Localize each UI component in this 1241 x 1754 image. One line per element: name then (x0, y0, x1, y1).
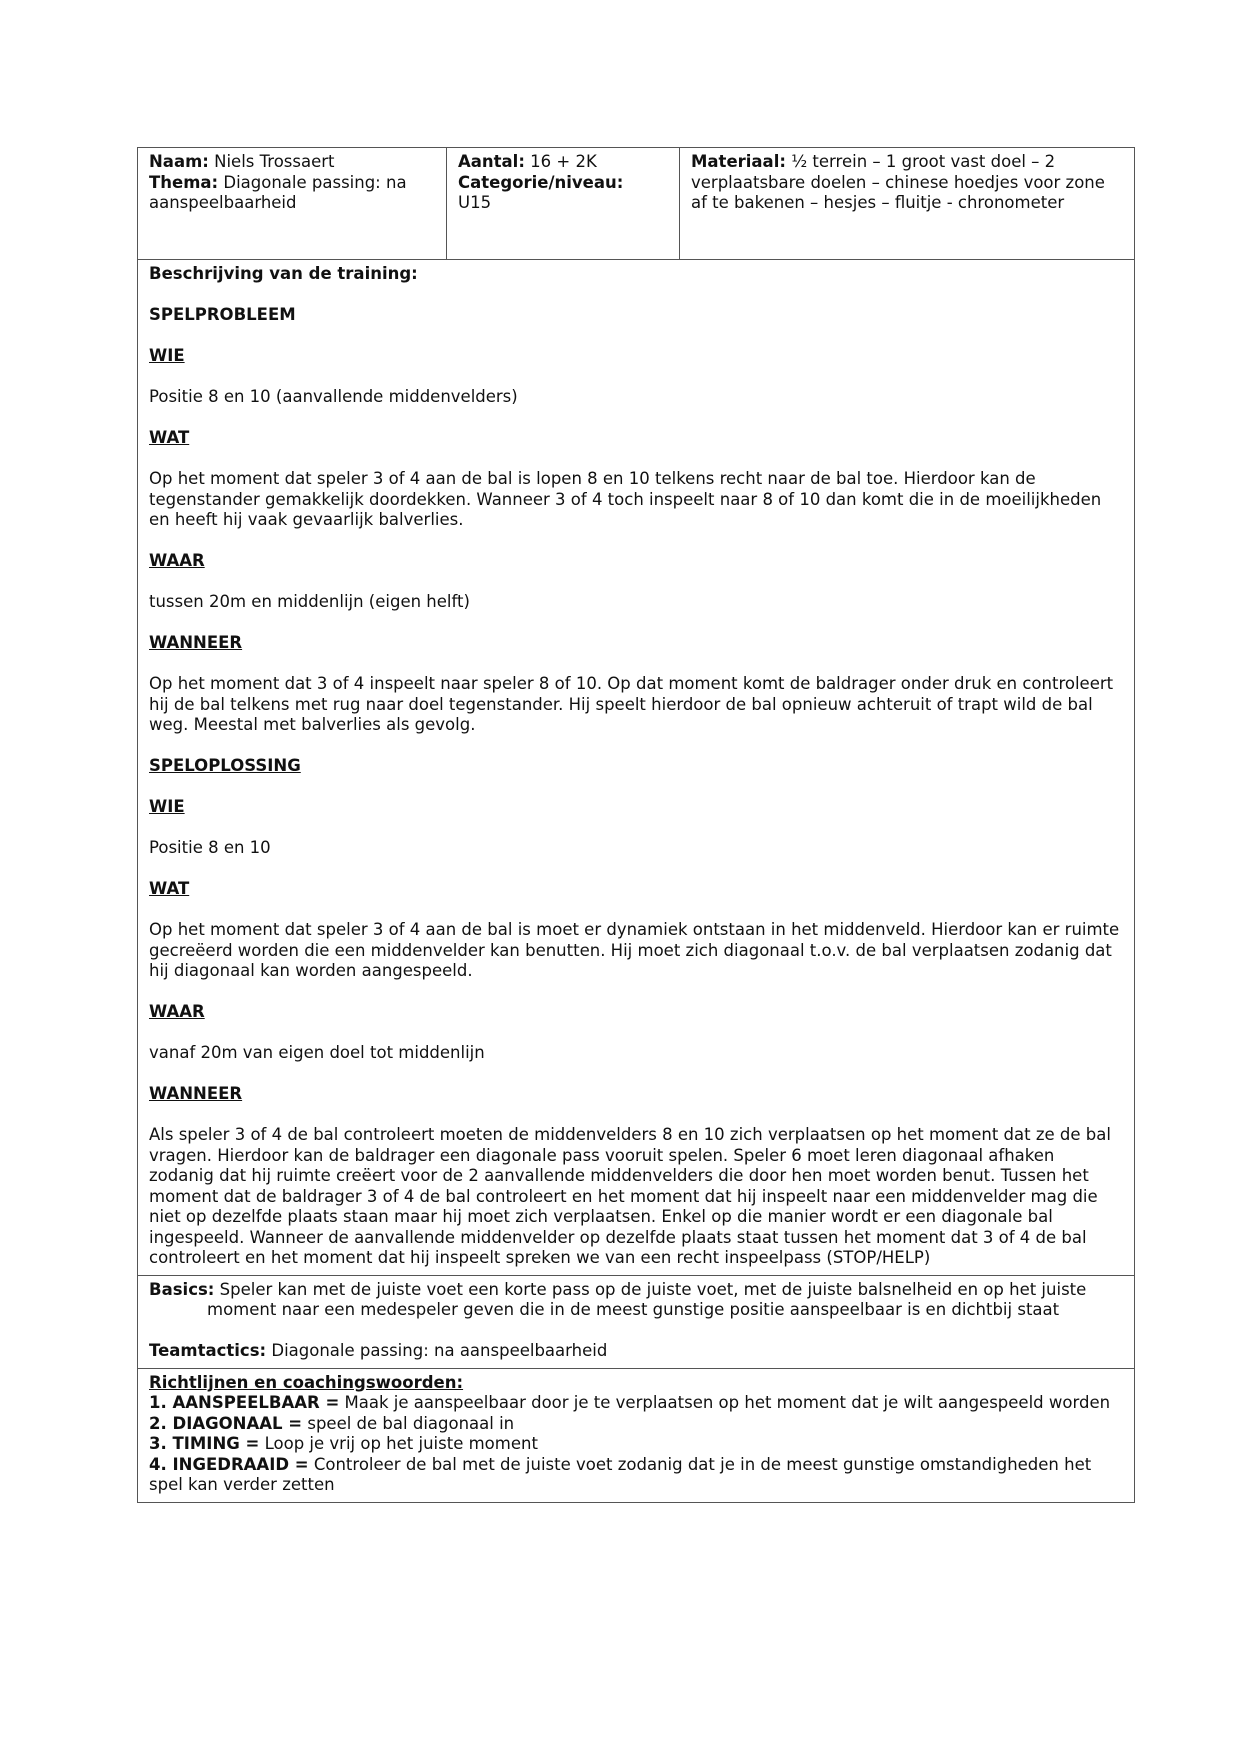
naam-label: Naam: (149, 152, 209, 171)
basics-line (149, 1280, 1123, 1321)
training-table (137, 147, 1135, 1503)
thema-value: Diagonale passing: na aanspeelbaarheid (149, 172, 407, 212)
description-title: Beschrijving van de training: (149, 264, 418, 283)
description-row (138, 260, 1135, 1276)
aantal-value: 16 + 2K (524, 152, 597, 171)
coaching-title: Richtlijnen en coachingswoorden: (149, 1372, 464, 1392)
aantal-categorie-cell (447, 148, 680, 260)
basics-label: Basics: (149, 1279, 215, 1299)
speloplossing-waar-label: WAAR (149, 1002, 205, 1021)
coaching-row (138, 1368, 1135, 1502)
spelprobleem-wat-text: Op het moment dat speler 3 of 4 aan de bal is lopen 8 en 10 telkens recht naar de bal toe. Hierdoor kan de tegenstander gemakkelijk doordekken. Wanneer 3 of 4 toch inspeelt naar 8 of 10 dan komt die in de moeilijkheden en heeft hij vaak gevaarlijk balverlies. (149, 469, 1102, 529)
speloplossing-wie-text: Positie 8 en 10 (149, 838, 271, 857)
spelprobleem-waar-text: tussen 20m en middenlijn (eigen helft) (149, 592, 470, 611)
teamtactics-text: Diagonale passing: na aanspeelbaarheid (266, 1341, 608, 1360)
spelprobleem-wanneer-label: WANNEER (149, 633, 243, 652)
aantal-label: Aantal: (458, 152, 525, 171)
coaching-item-label: 3. TIMING = (149, 1434, 260, 1453)
basics-row (138, 1275, 1135, 1368)
coaching-item-label: 2. DIAGONAAL = (149, 1413, 303, 1433)
materiaal-cell (680, 148, 1135, 260)
coaching-item-text: speel de bal diagonaal in (302, 1413, 515, 1433)
teamtactics-label: Teamtactics: (149, 1341, 267, 1360)
naam-thema-cell (138, 148, 447, 260)
thema-label: Thema: (149, 172, 219, 192)
coaching-item-label: 4. INGEDRAAID = (149, 1454, 309, 1474)
teamtactics-line (149, 1341, 1123, 1362)
speloplossing-wanneer-label: WANNEER (149, 1084, 243, 1103)
speloplossing-wat-label: WAT (149, 879, 190, 898)
coaching-cell (138, 1368, 1135, 1502)
training-sheet (137, 147, 1120, 1503)
spelprobleem-wie-text: Positie 8 en 10 (aanvallende middenvelders) (149, 387, 518, 406)
coaching-item (149, 1393, 1123, 1414)
description-cell (138, 260, 1135, 1276)
coaching-item (149, 1414, 1123, 1435)
materiaal-value: ½ terrein – 1 groot vast doel – 2 verplaatsbare doelen – chinese hoedjes voor zone af te bakenen – hesjes – fluitje - chronometer (691, 152, 1105, 212)
coaching-item-text: Maak je aanspeelbaar door je te verplaatsen op het moment dat je wilt aangespeeld worden (339, 1393, 1111, 1412)
naam-value: Niels Trossaert (208, 152, 335, 171)
spelprobleem-wat-label: WAT (149, 428, 190, 447)
speloplossing-wat-text: Op het moment dat speler 3 of 4 aan de bal is moet er dynamiek ontstaan in het middenveld. Hierdoor kan er ruimte gecreëerd worden die een middenvelder kan benutten. Hij moet zich diagonaal t.o.v. de bal verplaatsen zodanig dat hij diagonaal kan worden aangespeeld. (149, 920, 1120, 980)
speloplossing-waar-text: vanaf 20m van eigen doel tot middenlijn (149, 1043, 485, 1062)
spelprobleem-waar-label: WAAR (149, 551, 205, 570)
header-row (138, 148, 1135, 260)
thema-line (149, 173, 435, 214)
basics-text: Speler kan met de juiste voet een korte pass op de juiste voet, met de juiste balsnelheid en op het juiste moment naar een medespeler geven die in de meest gunstige positie aanspeelbaar is en dichtbij staat (207, 1279, 1087, 1319)
materiaal-line (691, 152, 1123, 214)
categorie-value: U15 (458, 193, 492, 212)
aantal-line (458, 152, 668, 173)
coaching-item-text: Controleer de bal met de juiste voet zodanig dat je in de meest gunstige omstandigheden het spel kan verder zetten (149, 1454, 1092, 1494)
coaching-item (149, 1434, 1123, 1455)
speloplossing-title: SPELOPLOSSING (149, 756, 301, 775)
categorie-label: Categorie/niveau: (458, 172, 624, 192)
speloplossing-wanneer-text: Als speler 3 of 4 de bal controleert moeten de middenvelders 8 en 10 zich verplaatsen op het moment dat ze de bal vragen. Hierdoor kan de baldrager een diagonale pass vooruit spelen. Speler 6 moet leren diagonaal afhaken zodanig dat hij ruimte creëert voor de 2 aanvallende middenvelders die door hen moet worden benut. Tussen het moment dat de baldrager 3 of 4 de bal controleert en het moment dat hij inspeelt naar een middenvelder mag die niet op dezelfde plaats staan maar hij moet zich verplaatsen. Enkel op die manier wordt er een diagonale bal ingespeeld. Wanneer de aanvallende middenvelder op dezelfde plaats staat tussen het moment dat 3 of 4 de bal controleert en het moment dat hij inspeelt spreken we van een recht inspeelpass (STOP/HELP) (149, 1125, 1111, 1267)
basics-cell (138, 1275, 1135, 1368)
coaching-item-label: 1. AANSPEELBAAR = (149, 1393, 340, 1412)
spelprobleem-wanneer-text: Op het moment dat 3 of 4 inspeelt naar speler 8 of 10. Op dat moment komt de baldrager onder druk en controleert hij de bal telkens met rug naar doel tegenstander. Hij speelt hierdoor de bal opnieuw achteruit of trapt wild de bal weg. Meestal met balverlies als gevolg. (149, 674, 1114, 734)
coaching-item-text: Loop je vrij op het juiste moment (259, 1434, 538, 1453)
coaching-item (149, 1455, 1123, 1496)
naam-line (149, 152, 435, 173)
materiaal-label: Materiaal: (691, 152, 786, 171)
spelprobleem-title: SPELPROBLEEM (149, 305, 296, 324)
speloplossing-wie-label: WIE (149, 797, 185, 816)
spelprobleem-wie-label: WIE (149, 346, 185, 365)
